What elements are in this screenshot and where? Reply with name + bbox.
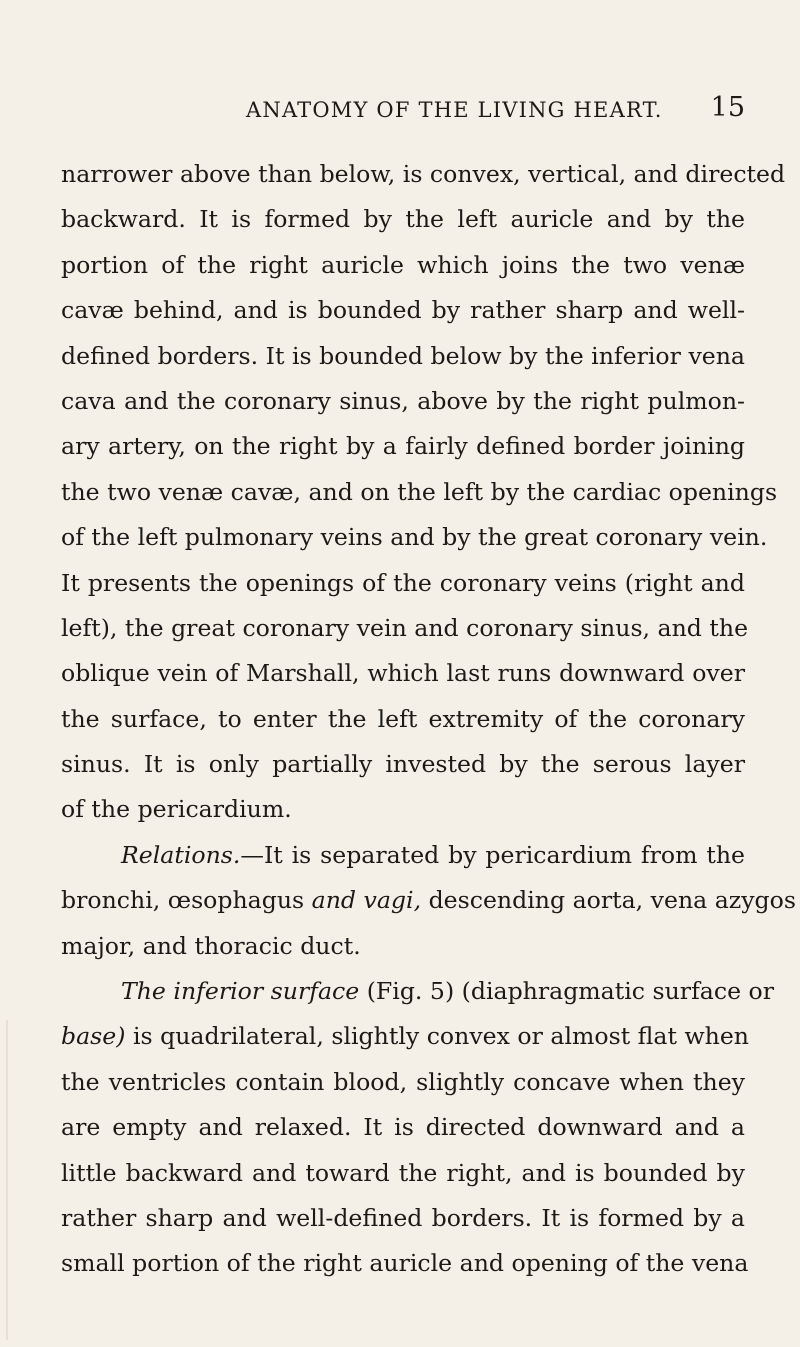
inferior-surface-heading: The inferior surface — [121, 977, 360, 1006]
text-line — [61, 1014, 750, 1059]
text-line: ary artery, on the right by a fairly defined border joining — [61, 432, 745, 461]
running-title: ANATOMY OF THE LIVING HEART. — [246, 98, 663, 122]
body-text — [61, 152, 796, 1287]
text-line: cavæ behind, and is bounded by rather sharp and well- — [61, 296, 745, 325]
text-run: descending aorta, vena azygos — [421, 886, 796, 915]
page-number: 15 — [710, 92, 745, 123]
text-run: (Fig. 5) (diaphragmatic surface or — [359, 977, 775, 1006]
text-line — [61, 969, 775, 1014]
text-line: portion of the right auricle which joins the two venæ — [61, 250, 745, 279]
italic-run: base) — [61, 1022, 126, 1051]
text-line: sinus. It is only partially invested by the serous layer — [61, 750, 745, 779]
text-line: little backward and toward the right, and is bounded by — [61, 1158, 745, 1187]
page-edge-shadow — [6, 1020, 8, 1340]
text-run: —It is separated by pericardium from the — [240, 840, 745, 869]
text-line — [61, 833, 745, 878]
text-line: rather sharp and well-defined borders. It is formed by a — [61, 1203, 745, 1232]
text-line: of the pericardium. — [61, 795, 292, 824]
text-line: of the left pulmonary veins and by the great coronary vein. — [61, 523, 768, 552]
text-line: narrower above than below, is convex, vertical, and directed — [61, 160, 786, 188]
text-line: small portion of the right auricle and opening of the vena — [61, 1249, 749, 1278]
text-line: are empty and relaxed. It is directed downward and a — [61, 1113, 745, 1142]
text-line — [61, 878, 796, 923]
italic-run: and vagi, — [311, 886, 422, 915]
text-line: left), the great coronary vein and coronary sinus, and the — [61, 613, 749, 642]
text-line: major, and thoracic duct. — [61, 931, 361, 960]
relations-heading: Relations. — [121, 840, 241, 869]
text-line: cava and the coronary sinus, above by the right pulmon- — [61, 386, 745, 415]
page-header — [246, 92, 745, 132]
text-line: the surface, to enter the left extremity of the coronary — [61, 704, 745, 733]
text-line: It presents the openings of the coronary veins (right and — [61, 568, 745, 597]
text-line: defined borders. It is bounded below by the inferior vena — [61, 341, 745, 370]
text-line: backward. It is formed by the left auricle and by the — [61, 205, 745, 234]
text-line: oblique vein of Marshall, which last runs downward over — [61, 659, 745, 688]
text-line: the ventricles contain blood, slightly concave when they — [61, 1067, 745, 1096]
text-run: bronchi, œsophagus — [61, 886, 312, 915]
text-line: the two venæ cavæ, and on the left by the cardiac openings — [61, 477, 778, 506]
text-run: is quadrilateral, slightly convex or almost flat when — [125, 1022, 750, 1051]
